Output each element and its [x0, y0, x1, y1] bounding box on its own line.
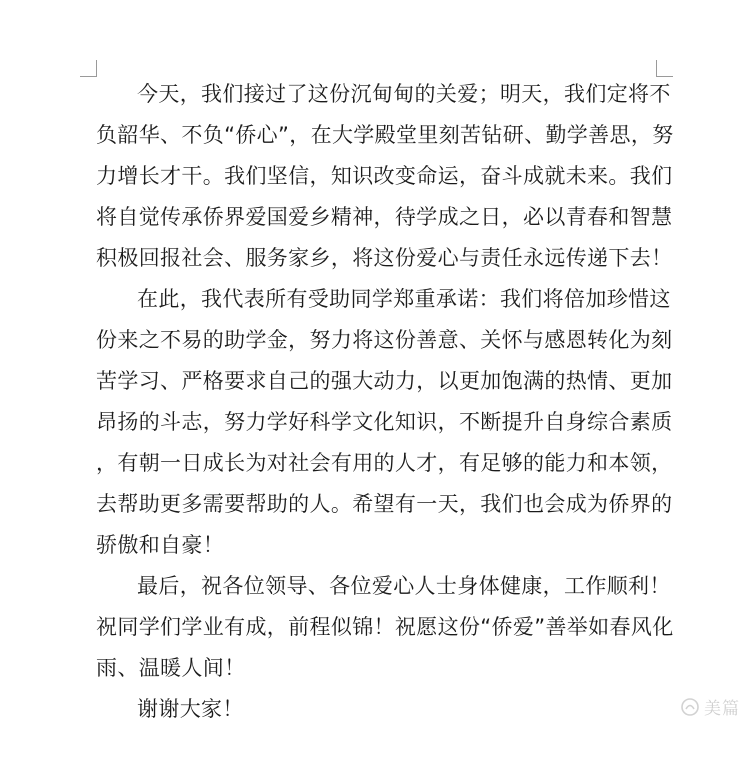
text-line: 祝同学们学业有成，前程似锦！祝愿这份“侨爱”善举如春风化	[96, 615, 674, 639]
watermark	[680, 694, 740, 719]
text-line: ，有朝一日成长为对社会有用的人才，有足够的能力和本领，	[96, 451, 673, 475]
text-line: 昂扬的斗志，努力学好科学文化知识，不断提升自身综合素质	[96, 410, 673, 434]
text-line: 力增长才干。我们坚信，知识改变命运，奋斗成就未来。我们	[96, 164, 673, 188]
top-left-margin-mark	[80, 60, 97, 77]
text-line: 将自觉传承侨界爱国爱乡精神，待学成之日，必以青春和智慧	[96, 205, 673, 229]
text-line: 份来之不易的助学金，努力将这份善意、关怀与感恩转化为刻	[96, 328, 673, 352]
text-line: 雨、温暖人间！	[96, 656, 246, 680]
top-right-margin-mark	[656, 60, 673, 77]
text-line: 最后，祝各位领导、各位爱心人士身体健康，工作顺利！	[137, 574, 671, 598]
text-line: 苦学习、严格要求自己的强大动力，以更加饱满的热情、更加	[96, 369, 673, 393]
text-line: 积极回报社会、服务家乡，将这份爱心与责任永远传递下去！	[96, 246, 673, 270]
watermark-text: 美篇	[704, 699, 740, 719]
text-line: 今天，我们接过了这份沉甸甸的关爱；明天，我们定将不	[137, 82, 671, 106]
text-line: 谢谢大家！	[137, 697, 244, 721]
text-line: 负韶华、不负“侨心”，在大学殿堂里刻苦钻研、勤学善思，努	[96, 123, 674, 147]
text-line: 去帮助更多需要帮助的人。希望有一天，我们也会成为侨界的	[96, 492, 673, 516]
text-line: 骄傲和自豪！	[96, 533, 225, 557]
text-line: 在此，我代表所有受助同学郑重承诺：我们将倍加珍惜这	[137, 287, 671, 311]
meipian-logo-icon	[680, 697, 700, 717]
